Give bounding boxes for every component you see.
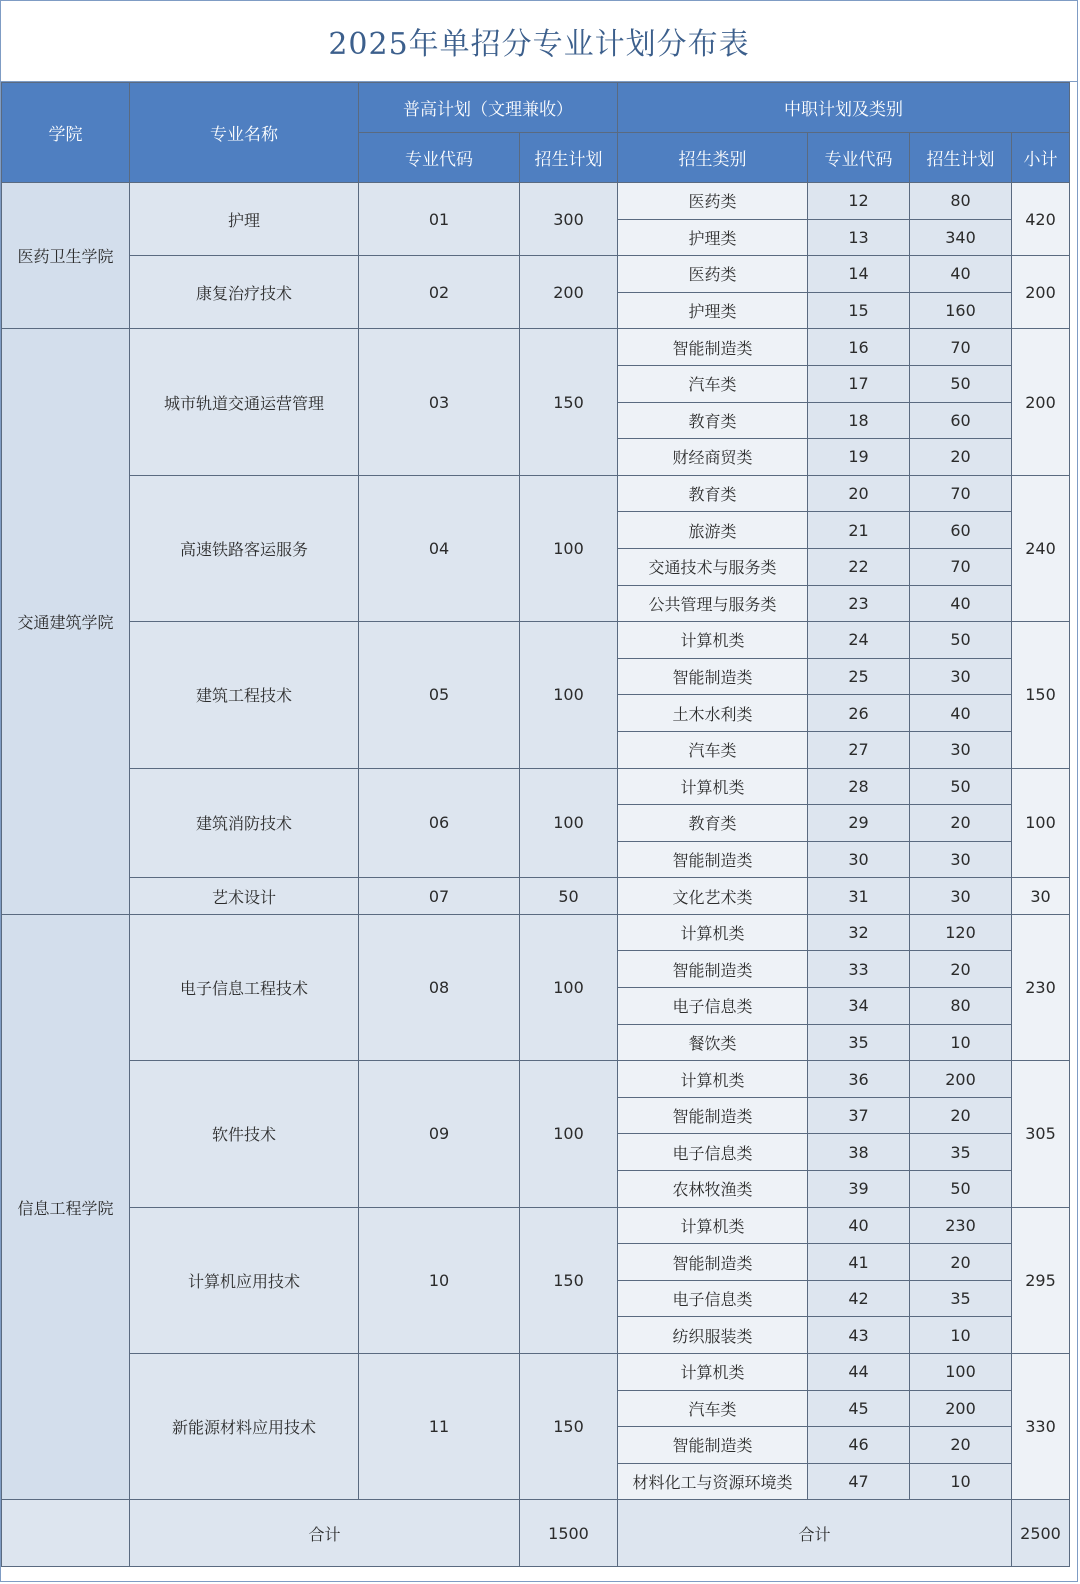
voc-code: 43 (808, 1317, 910, 1354)
voc-category: 教育类 (618, 475, 808, 512)
college-name: 医药卫生学院 (2, 183, 130, 329)
voc-plan: 40 (910, 695, 1012, 732)
voc-code: 12 (808, 183, 910, 220)
table-row (2, 183, 1070, 220)
voc-plan: 20 (910, 805, 1012, 842)
voc-plan: 40 (910, 256, 1012, 293)
voc-code: 37 (808, 1097, 910, 1134)
voc-code: 34 (808, 988, 910, 1025)
header-voc-category: 招生类别 (618, 133, 808, 183)
major-name: 城市轨道交通运营管理 (130, 329, 359, 475)
voc-plan: 200 (910, 1390, 1012, 1427)
general-plan: 150 (520, 1354, 618, 1500)
totals-general-label: 合计 (130, 1500, 520, 1567)
voc-code: 29 (808, 805, 910, 842)
general-code: 03 (359, 329, 520, 475)
voc-category: 计算机类 (618, 1354, 808, 1391)
voc-plan: 35 (910, 1134, 1012, 1171)
voc-code: 33 (808, 951, 910, 988)
voc-category: 计算机类 (618, 914, 808, 951)
college-name: 交通建筑学院 (2, 329, 130, 915)
header-college: 学院 (2, 83, 130, 183)
voc-plan: 50 (910, 1171, 1012, 1208)
general-code: 10 (359, 1207, 520, 1353)
voc-category: 智能制造类 (618, 1097, 808, 1134)
subtotal: 330 (1012, 1354, 1070, 1500)
voc-category: 医药类 (618, 183, 808, 220)
table-row (2, 1061, 1070, 1098)
header-general-code: 专业代码 (359, 133, 520, 183)
voc-category: 汽车类 (618, 731, 808, 768)
voc-category: 智能制造类 (618, 1427, 808, 1464)
plan-table (1, 82, 1070, 1567)
header-subtotal: 小计 (1012, 133, 1070, 183)
voc-code: 35 (808, 1024, 910, 1061)
voc-code: 25 (808, 658, 910, 695)
voc-code: 30 (808, 841, 910, 878)
voc-plan: 40 (910, 585, 1012, 622)
table-row (2, 329, 1070, 366)
major-name: 护理 (130, 183, 359, 256)
voc-plan: 20 (910, 1244, 1012, 1281)
totals-voc-label: 合计 (618, 1500, 1012, 1567)
voc-code: 39 (808, 1171, 910, 1208)
general-plan: 100 (520, 622, 618, 768)
voc-code: 38 (808, 1134, 910, 1171)
voc-plan: 200 (910, 1061, 1012, 1098)
voc-category: 文化艺术类 (618, 878, 808, 915)
voc-category: 餐饮类 (618, 1024, 808, 1061)
general-code: 01 (359, 183, 520, 256)
voc-plan: 30 (910, 878, 1012, 915)
voc-code: 44 (808, 1354, 910, 1391)
voc-code: 36 (808, 1061, 910, 1098)
voc-category: 教育类 (618, 805, 808, 842)
general-plan: 100 (520, 1061, 618, 1207)
general-plan: 150 (520, 329, 618, 475)
voc-plan: 35 (910, 1280, 1012, 1317)
totals-row (2, 1500, 1070, 1567)
voc-category: 护理类 (618, 292, 808, 329)
voc-code: 46 (808, 1427, 910, 1464)
major-name: 计算机应用技术 (130, 1207, 359, 1353)
header-voc-group: 中职计划及类别 (618, 83, 1070, 133)
subtotal: 295 (1012, 1207, 1070, 1353)
voc-category: 教育类 (618, 402, 808, 439)
general-code: 02 (359, 256, 520, 329)
header-major: 专业名称 (130, 83, 359, 183)
page-title: 2025年单招分专业计划分布表 (1, 1, 1077, 82)
voc-code: 42 (808, 1280, 910, 1317)
general-plan: 200 (520, 256, 618, 329)
college-name: 信息工程学院 (2, 914, 130, 1500)
voc-code: 14 (808, 256, 910, 293)
voc-plan: 20 (910, 1427, 1012, 1464)
general-plan: 100 (520, 914, 618, 1060)
voc-plan: 50 (910, 622, 1012, 659)
subtotal: 150 (1012, 622, 1070, 768)
voc-category: 土木水利类 (618, 695, 808, 732)
voc-plan: 20 (910, 951, 1012, 988)
totals-general-value: 1500 (520, 1500, 618, 1567)
voc-category: 汽车类 (618, 1390, 808, 1427)
voc-code: 32 (808, 914, 910, 951)
voc-code: 17 (808, 365, 910, 402)
subtotal: 200 (1012, 329, 1070, 475)
plan-table-body (2, 183, 1070, 1500)
voc-code: 13 (808, 219, 910, 256)
voc-category: 电子信息类 (618, 988, 808, 1025)
voc-plan: 80 (910, 988, 1012, 1025)
voc-code: 21 (808, 512, 910, 549)
voc-code: 19 (808, 439, 910, 476)
major-name: 高速铁路客运服务 (130, 475, 359, 621)
voc-plan: 20 (910, 1097, 1012, 1134)
voc-category: 旅游类 (618, 512, 808, 549)
voc-category: 公共管理与服务类 (618, 585, 808, 622)
table-row (2, 914, 1070, 951)
major-name: 建筑消防技术 (130, 768, 359, 878)
general-code: 06 (359, 768, 520, 878)
voc-code: 45 (808, 1390, 910, 1427)
header-voc-plan: 招生计划 (910, 133, 1012, 183)
major-name: 新能源材料应用技术 (130, 1354, 359, 1500)
voc-code: 22 (808, 548, 910, 585)
voc-code: 41 (808, 1244, 910, 1281)
voc-code: 16 (808, 329, 910, 366)
general-plan: 100 (520, 475, 618, 621)
subtotal: 100 (1012, 768, 1070, 878)
major-name: 艺术设计 (130, 878, 359, 915)
general-code: 08 (359, 914, 520, 1060)
voc-category: 智能制造类 (618, 951, 808, 988)
voc-plan: 20 (910, 439, 1012, 476)
voc-plan: 10 (910, 1024, 1012, 1061)
header-voc-code: 专业代码 (808, 133, 910, 183)
table-row (2, 475, 1070, 512)
voc-category: 汽车类 (618, 365, 808, 402)
totals-voc-value: 2500 (1012, 1500, 1070, 1567)
voc-code: 31 (808, 878, 910, 915)
voc-category: 材料化工与资源环境类 (618, 1463, 808, 1500)
subtotal: 200 (1012, 256, 1070, 329)
general-plan: 150 (520, 1207, 618, 1353)
general-plan: 300 (520, 183, 618, 256)
voc-category: 农林牧渔类 (618, 1171, 808, 1208)
table-row (2, 878, 1070, 915)
voc-code: 26 (808, 695, 910, 732)
voc-category: 交通技术与服务类 (618, 548, 808, 585)
voc-category: 计算机类 (618, 768, 808, 805)
voc-code: 23 (808, 585, 910, 622)
general-code: 04 (359, 475, 520, 621)
voc-category: 财经商贸类 (618, 439, 808, 476)
voc-category: 计算机类 (618, 622, 808, 659)
voc-plan: 160 (910, 292, 1012, 329)
voc-plan: 30 (910, 841, 1012, 878)
voc-plan: 10 (910, 1317, 1012, 1354)
voc-category: 智能制造类 (618, 1244, 808, 1281)
voc-category: 智能制造类 (618, 329, 808, 366)
general-plan: 100 (520, 768, 618, 878)
voc-category: 智能制造类 (618, 841, 808, 878)
voc-code: 27 (808, 731, 910, 768)
major-name: 康复治疗技术 (130, 256, 359, 329)
major-name: 建筑工程技术 (130, 622, 359, 768)
table-row (2, 1207, 1070, 1244)
voc-plan: 70 (910, 329, 1012, 366)
voc-category: 电子信息类 (618, 1280, 808, 1317)
table-row (2, 768, 1070, 805)
subtotal: 240 (1012, 475, 1070, 621)
voc-category: 纺织服装类 (618, 1317, 808, 1354)
voc-plan: 230 (910, 1207, 1012, 1244)
voc-plan: 60 (910, 402, 1012, 439)
general-code: 11 (359, 1354, 520, 1500)
voc-code: 18 (808, 402, 910, 439)
voc-plan: 10 (910, 1463, 1012, 1500)
general-code: 05 (359, 622, 520, 768)
voc-code: 40 (808, 1207, 910, 1244)
voc-category: 计算机类 (618, 1061, 808, 1098)
voc-code: 28 (808, 768, 910, 805)
voc-plan: 30 (910, 731, 1012, 768)
general-plan: 50 (520, 878, 618, 915)
voc-code: 24 (808, 622, 910, 659)
table-row (2, 1354, 1070, 1391)
subtotal: 420 (1012, 183, 1070, 256)
voc-plan: 30 (910, 658, 1012, 695)
major-name: 电子信息工程技术 (130, 914, 359, 1060)
header-general-plan: 招生计划 (520, 133, 618, 183)
voc-plan: 70 (910, 475, 1012, 512)
general-code: 09 (359, 1061, 520, 1207)
voc-code: 20 (808, 475, 910, 512)
voc-category: 计算机类 (618, 1207, 808, 1244)
voc-plan: 70 (910, 548, 1012, 585)
header-general-group: 普高计划（文理兼收） (359, 83, 618, 133)
table-row (2, 622, 1070, 659)
subtotal: 305 (1012, 1061, 1070, 1207)
voc-category: 护理类 (618, 219, 808, 256)
voc-plan: 120 (910, 914, 1012, 951)
voc-plan: 60 (910, 512, 1012, 549)
voc-category: 医药类 (618, 256, 808, 293)
voc-code: 15 (808, 292, 910, 329)
voc-category: 智能制造类 (618, 658, 808, 695)
voc-plan: 50 (910, 365, 1012, 402)
voc-code: 47 (808, 1463, 910, 1500)
voc-plan: 340 (910, 219, 1012, 256)
major-name: 软件技术 (130, 1061, 359, 1207)
voc-plan: 100 (910, 1354, 1012, 1391)
voc-plan: 80 (910, 183, 1012, 220)
voc-category: 电子信息类 (618, 1134, 808, 1171)
subtotal: 230 (1012, 914, 1070, 1060)
general-code: 07 (359, 878, 520, 915)
voc-plan: 50 (910, 768, 1012, 805)
subtotal: 30 (1012, 878, 1070, 915)
table-row (2, 256, 1070, 293)
totals-blank (2, 1500, 130, 1567)
